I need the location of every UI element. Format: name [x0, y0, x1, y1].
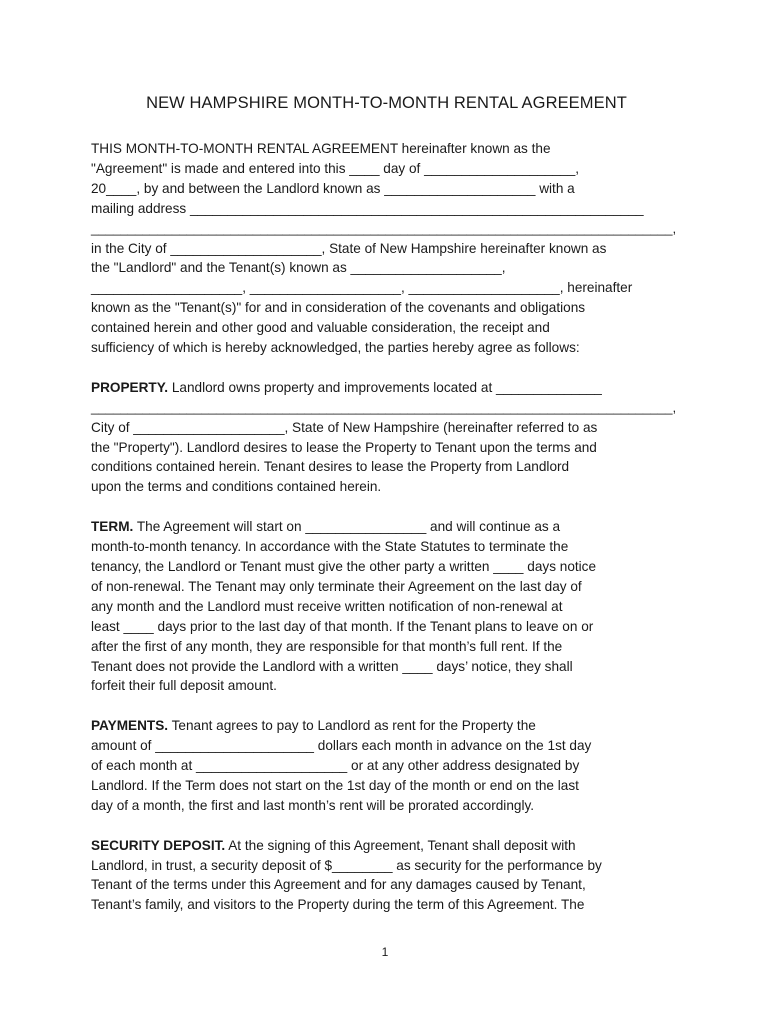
term-line: any month and the Landlord must receive written notification of non-renewal at — [91, 598, 563, 614]
intro-line: 20____, by and between the Landlord known as ____________________ with a — [91, 180, 575, 196]
security-deposit-line: Tenant’s family, and visitors to the Property during the term of this Agreement. The — [91, 897, 585, 913]
security-deposit-line: At the signing of this Agreement, Tenant shall deposit with — [225, 837, 576, 853]
term-line: The Agreement will start on ________________ and will continue as a — [133, 519, 561, 535]
payments-line: Landlord. If the Term does not start on the 1st day of the month or end on the last — [91, 777, 579, 793]
intro-line: sufficiency of which is hereby acknowledged, the parties hereby agree as follows: — [91, 340, 580, 356]
intro-line: contained herein and other good and valuable consideration, the receipt and — [91, 320, 550, 336]
intro-line: _______________________________________________________________________________, — [91, 220, 677, 236]
term-line: least ____ days prior to the last day of that month. If the Tenant plans to leave on or — [91, 618, 594, 634]
term-line: Tenant does not provide the Landlord with a written ____ days’ notice, they shall — [91, 658, 573, 674]
property-line: _______________________________________________________________________________, — [91, 399, 677, 415]
payments-heading: PAYMENTS. — [91, 718, 169, 734]
payments-line: amount of _____________________ dollars each month in advance on the 1st day — [91, 738, 592, 754]
property-section — [91, 378, 676, 497]
term-first-line — [91, 517, 676, 537]
property-heading: PROPERTY. — [91, 379, 169, 395]
security-deposit-section — [91, 836, 676, 916]
intro-paragraph — [91, 139, 676, 358]
page-number: 1 — [381, 945, 389, 959]
intro-line: the "Landlord" and the Tenant(s) known as ____________________, — [91, 260, 506, 276]
property-line: Landlord owns property and improvements located at ______________ — [168, 379, 602, 395]
payments-line: of each month at ____________________ or at any other address designated by — [91, 758, 580, 774]
term-line: of non-renewal. The Tenant may only terminate their Agreement on the last day of — [91, 578, 582, 594]
intro-line: mailing address ____________________________________________________________ — [91, 200, 644, 216]
intro-line: ____________________, ____________________, ____________________, hereinafter — [91, 280, 633, 296]
term-line: forfeit their full deposit amount. — [91, 678, 277, 694]
intro-line: known as the "Tenant(s)" for and in consideration of the covenants and obligations — [91, 300, 586, 316]
security-deposit-first-line — [91, 836, 676, 856]
security-deposit-line: Tenant of the terms under this Agreement and for any damages caused by Tenant, — [91, 877, 586, 893]
term-heading: TERM. — [91, 519, 134, 535]
security-deposit-line: Landlord, in trust, a security deposit of $________ as security for the performance by — [91, 857, 602, 873]
payments-first-line — [91, 716, 676, 736]
security-deposit-heading: SECURITY DEPOSIT. — [91, 837, 226, 853]
term-section — [91, 517, 676, 696]
property-line: upon the terms and conditions contained herein. — [91, 479, 382, 495]
property-line: the "Property"). Landlord desires to lease the Property to Tenant upon the terms and — [91, 439, 597, 455]
payments-line: day of a month, the first and last month’s rent will be prorated accordingly. — [91, 797, 535, 813]
property-line: conditions contained herein. Tenant desires to lease the Property from Landlord — [91, 459, 570, 475]
payments-section — [91, 716, 676, 816]
term-line: month-to-month tenancy. In accordance with the State Statutes to terminate the — [91, 539, 569, 555]
term-line: after the first of any month, they are responsible for that month’s full rent. If the — [91, 638, 563, 654]
payments-line: Tenant agrees to pay to Landlord as rent for the Property the — [168, 718, 536, 734]
document-title: NEW HAMPSHIRE MONTH-TO-MONTH RENTAL AGREEMENT — [146, 94, 627, 112]
intro-line: THIS MONTH-TO-MONTH RENTAL AGREEMENT hereinafter known as the — [91, 141, 551, 156]
property-line: City of ____________________, State of New Hampshire (hereinafter referred to as — [91, 419, 598, 435]
term-line: tenancy, the Landlord or Tenant must give the other party a written ____ days notice — [91, 559, 597, 574]
intro-line: "Agreement" is made and entered into this ____ day of ____________________, — [91, 160, 580, 176]
intro-line: in the City of ____________________, State of New Hampshire hereinafter known as — [91, 240, 607, 256]
property-first-line — [91, 378, 676, 398]
